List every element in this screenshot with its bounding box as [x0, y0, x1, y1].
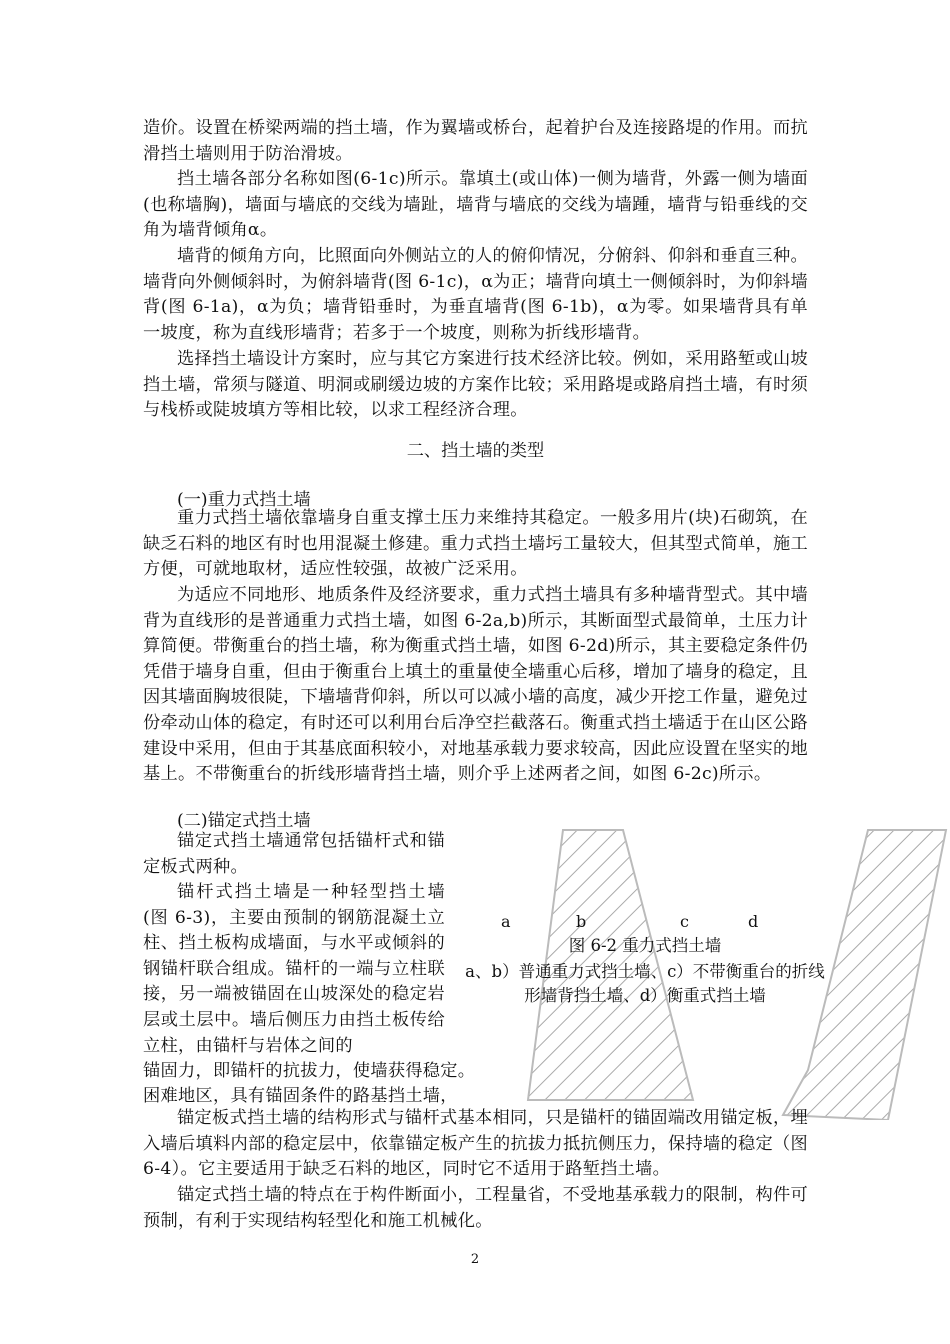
section-title: 二、挡土墙的类型 [406, 441, 545, 461]
paragraph-10: 锚定式挡土墙的特点在于构件断面小，工程量省，不受地基承载力的限制，构件可预制，有利于实现结构轻型化和施工机械化。 [143, 1185, 808, 1231]
paragraph-1: 造价。设置在桥梁两端的挡土墙，作为翼墙或桥台，起着护台及连接路堤的作用。而抗滑挡土墙则用于防治滑坡。 [143, 118, 808, 164]
paragraph-4: 选择挡土墙设计方案时，应与其它方案进行技术经济比较。例如，采用路堑或山坡挡土墙，常须与隧道、明洞或刷缓边坡的方案作比较；采用路堤或路肩挡土墙，有时须与栈桥或陡坡填方等相比较，以求工程经济合理。 [143, 349, 808, 421]
figure-label-c: c [680, 912, 689, 931]
figure-caption-title: 图 6-2 重力式挡土墙 [568, 936, 722, 955]
paragraph-3: 墙背的倾角方向，比照面向外侧站立的人的俯仰情况，分俯斜、仰斜和垂直三种。墙背向外侧倾斜时，为俯斜墙背(图 6-1c)，α为正；墙背向填土一侧倾斜时，为仰斜墙背(图 6-1a)，α为负；墙背铅垂时，为垂直墙背(图 6-1b)，α为零。如果墙背具有单一坡度，称为直线形墙背；若多于一个坡度，则称为折线形墙背。 [143, 246, 808, 343]
paragraph-5: 重力式挡土墙依靠墙身自重支撑土压力来维持其稳定。一般多用片(块)石砌筑，在缺乏石料的地区有时也用混凝土修建。重力式挡土墙圬工量较大，但其型式简单，施工方便，可就地取材，适应性较强，故被广泛采用。 [143, 508, 808, 580]
page-number: 2 [470, 1252, 480, 1267]
paragraph-9: 锚定板式挡土墙的结构形式与锚杆式基本相同，只是锚杆的锚固端改用锚定板，埋入墙后填料内部的稳定层中，依靠锚定板产生的抗拔力抵抗侧压力，保持墙的稳定（图 6-4）。它主要适用于缺乏石料的地区，同时它不适用于路堑挡土墙。 [143, 1108, 808, 1180]
figure-caption-body: a、b）普通重力式挡土墙、c）不带衡重台的折线形墙背挡土墙、d）衡重式挡土墙 [465, 962, 825, 1005]
subsection-anchored: (二)锚定式挡土墙 [177, 811, 311, 831]
subsection-gravity: (一)重力式挡土墙 [177, 490, 311, 510]
figure-label-d: d [748, 912, 759, 931]
paragraph-2: 挡土墙各部分名称如图(6-1c)所示。靠填土(或山体)一侧为墙背，外露一侧为墙面(也称墙胸)，墙面与墙底的交线为墙趾，墙背与墙底的交线为墙踵，墙背与铅垂线的交角为墙背倾角α。 [143, 169, 808, 241]
paragraph-8-cont2: 困难地区，具有锚固条件的路基挡土墙， [143, 1086, 458, 1106]
paragraph-6: 为适应不同地形、地质条件及经济要求，重力式挡土墙具有多种墙背型式。其中墙背为直线形的是普通重力式挡土墙，如图 6-2a,b)所示，其断面型式最简单，土压力计算简便。带衡重台的挡土墙，称为衡重式挡土墙，如图 6-2d)所示，其主要稳定条件仍凭借于墙身自重，但由于衡重台上填土的重量使全墙重心后移，增加了墙身的稳定，且因其墙面胸坡很陡，下墙墙背仰斜，所以可以减小墙的高度，减少开挖工作量，避免过份牵动山体的稳定，有时还可以利用台后净空拦截落石。衡重式挡土墙适于在山区公路建设中采用，但由于其基底面积较小，对地基承载力要求较高，因此应设置在坚实的地基上。不带衡重台的折线形墙背挡土墙，则介乎上述两者之间，如图 6-2c)所示。 [143, 585, 808, 785]
figure-label-a: a [501, 912, 511, 931]
paragraph-8-cont: 锚固力，即锚杆的抗拔力，使墙获得稳定。 [143, 1061, 476, 1081]
paragraph-8: 锚杆式挡土墙是一种轻型挡土墙(图 6-3)，主要由预制的钢筋混凝土立柱、挡土板构成墙面，与水平或倾斜的钢锚杆联合组成。锚杆的一端与立柱联接，另一端被锚固在山坡深处的稳定岩层或土层中。墙后侧压力由挡土板传给立柱，由锚杆与岩体之间的 [143, 882, 445, 1056]
figure-label-b: b [576, 912, 587, 931]
paragraph-7: 锚定式挡土墙通常包括锚杆式和锚定板式两种。 [143, 831, 445, 877]
